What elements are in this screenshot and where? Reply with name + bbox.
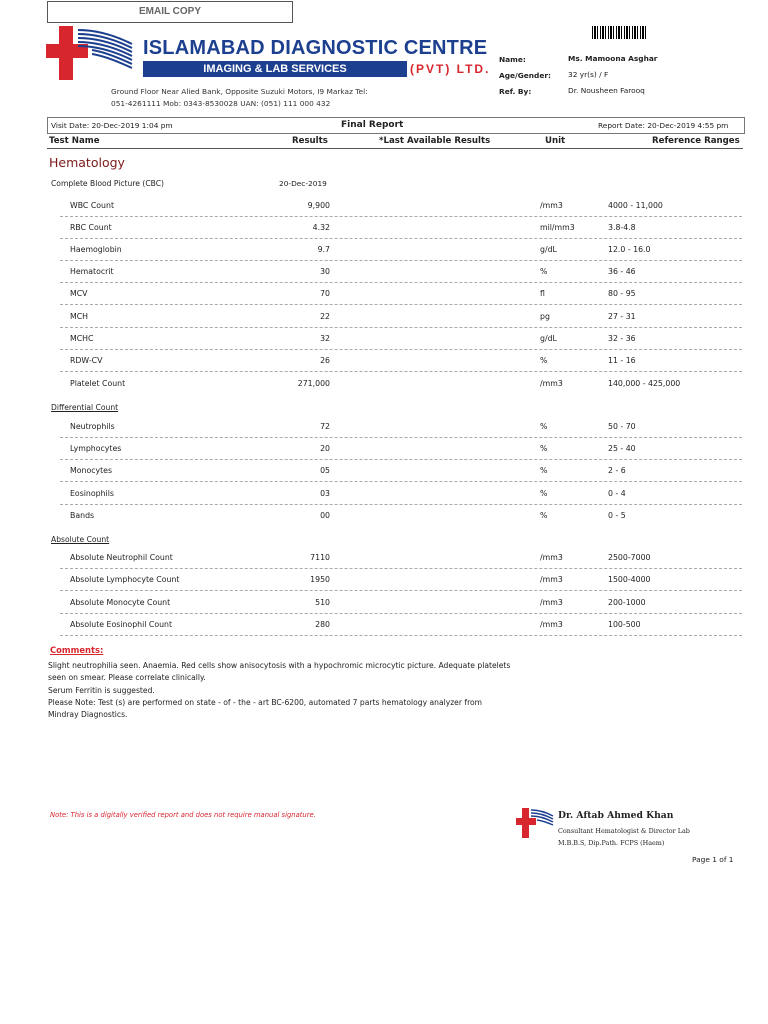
test-name: Bands [70, 511, 95, 520]
test-name: RBC Count [70, 223, 112, 232]
test-unit: pg [540, 312, 550, 321]
test-unit: /mm3 [540, 201, 563, 210]
test-result: 20 [320, 444, 330, 453]
absolute-group-label: Absolute Count [51, 535, 110, 544]
test-reference: 2500-7000 [608, 553, 651, 562]
test-result: 00 [320, 511, 330, 520]
test-unit: % [540, 444, 548, 453]
test-result: 4.32 [312, 223, 330, 232]
comment-line: seen on smear. Please correlate clinically. [48, 673, 206, 682]
col-test-name: Test Name [49, 136, 100, 146]
doctor-qualifications: M.B.B.S, Dip.Path. FCPS (Haem) [558, 839, 665, 847]
test-name: Lymphocytes [70, 444, 122, 453]
table-row [60, 463, 742, 482]
test-result: 30 [320, 267, 330, 276]
table-row [60, 419, 742, 438]
test-result: 05 [320, 466, 330, 475]
test-reference: 32 - 36 [608, 334, 636, 343]
test-unit: /mm3 [540, 620, 563, 629]
test-reference: 1500-4000 [608, 575, 651, 584]
test-result: 9,900 [307, 201, 330, 210]
section-title: Hematology [49, 155, 125, 170]
test-name: MCH [70, 312, 89, 321]
header-divider [47, 148, 743, 149]
table-row [60, 508, 742, 526]
col-unit: Unit [545, 136, 566, 146]
table-row [60, 486, 742, 505]
visit-date: Visit Date: 20-Dec-2019 1:04 pm [51, 121, 173, 130]
address-line-1: Ground Floor Near Alied Bank, Opposite Suzuki Motors, I9 Markaz Tel: [111, 87, 368, 96]
test-unit: % [540, 267, 548, 276]
table-row [60, 286, 742, 305]
test-reference: 12.0 - 16.0 [608, 245, 651, 254]
test-unit: % [540, 356, 548, 365]
test-reference: 36 - 46 [608, 267, 636, 276]
test-unit: /mm3 [540, 379, 563, 388]
test-result: 72 [320, 422, 330, 431]
test-name: MCHC [70, 334, 94, 343]
test-reference: 4000 - 11,000 [608, 201, 663, 210]
test-result: 7110 [310, 553, 330, 562]
referred-by-label: Ref. By: [499, 87, 532, 96]
test-name: Eosinophils [70, 489, 114, 498]
test-result: 26 [320, 356, 330, 365]
barcode-image [592, 26, 648, 39]
services-banner: IMAGING & LAB SERVICES [143, 61, 407, 77]
comment-line: Please Note: Test (s) are performed on state - of - the - art BC-6200, automated 7 parts hematology analyzer from [48, 698, 483, 707]
company-name: ISLAMABAD DIAGNOSTIC CENTRE [143, 37, 488, 59]
table-row [60, 617, 742, 636]
test-unit: g/dL [540, 245, 557, 254]
test-reference: 140,000 - 425,000 [608, 379, 681, 388]
test-unit: /mm3 [540, 575, 563, 584]
test-name: Monocytes [70, 466, 113, 475]
doctor-name: Dr. Aftab Ahmed Khan [558, 810, 674, 821]
patient-name-label: Name: [499, 55, 526, 64]
email-copy-label: EMAIL COPY [47, 1, 293, 23]
test-result: 271,000 [297, 379, 330, 388]
cbc-date: 20-Dec-2019 [279, 179, 327, 188]
test-unit: % [540, 511, 548, 520]
test-reference: 3.8-4.8 [608, 223, 636, 232]
test-result: 70 [320, 289, 330, 298]
table-row [60, 550, 742, 569]
page-number: Page 1 of 1 [692, 855, 734, 864]
test-result: 32 [320, 334, 330, 343]
comments-title: Comments: [50, 645, 104, 655]
table-row [60, 353, 742, 372]
comment-line: Mindray Diagnostics. [48, 710, 128, 719]
age-gender-label: Age/Gender: [499, 71, 551, 80]
test-name: Absolute Lymphocyte Count [70, 575, 180, 584]
test-name: Absolute Neutrophil Count [70, 553, 173, 562]
col-reference-ranges: Reference Ranges [652, 136, 740, 146]
test-result: 510 [315, 598, 330, 607]
col-results: Results [292, 136, 328, 146]
company-logo-icon [44, 24, 136, 82]
test-result: 9.7 [317, 245, 330, 254]
test-unit: % [540, 422, 548, 431]
test-result: 03 [320, 489, 330, 498]
comment-line: Serum Ferritin is suggested. [48, 686, 155, 695]
table-row [60, 198, 742, 217]
test-name: RDW-CV [70, 356, 103, 365]
test-name: MCV [70, 289, 88, 298]
test-result: 22 [320, 312, 330, 321]
test-reference: 2 - 6 [608, 466, 626, 475]
test-name: Absolute Eosinophil Count [70, 620, 173, 629]
table-row [60, 441, 742, 460]
test-unit: fl [540, 289, 545, 298]
company-suffix: (PVT) LTD. [410, 62, 491, 76]
test-name: Absolute Monocyte Count [70, 598, 171, 607]
test-reference: 100-500 [608, 620, 641, 629]
company-address [111, 86, 401, 110]
test-reference: 0 - 5 [608, 511, 626, 520]
comment-line: Slight neutrophilia seen. Anaemia. Red cells show anisocytosis with a hypochromic microcytic picture. Adequate platelets [48, 661, 511, 670]
test-reference: 27 - 31 [608, 312, 636, 321]
test-name: Neutrophils [70, 422, 115, 431]
doctor-title: Consultant Hematologist & Director Lab [558, 827, 690, 835]
address-line-2: 051-4261111 Mob: 0343-8530028 UAN: (051) 111 000 432 [111, 99, 331, 108]
cbc-group-label: Complete Blood Picture (CBC) [51, 179, 164, 188]
lab-logo-icon [516, 806, 554, 840]
test-reference: 80 - 95 [608, 289, 636, 298]
test-reference: 11 - 16 [608, 356, 636, 365]
patient-name: Ms. Mamoona Asghar [568, 54, 658, 63]
table-row [60, 595, 742, 614]
test-unit: g/dL [540, 334, 557, 343]
verification-note: Note: This is a digitally verified report and does not require manual signature. [50, 811, 316, 819]
report-title: Final Report [341, 120, 404, 130]
col-last-results: *Last Available Results [379, 136, 491, 146]
test-reference: 0 - 4 [608, 489, 626, 498]
table-row [60, 309, 742, 328]
age-gender-value: 32 yr(s) / F [568, 70, 609, 79]
test-result: 1950 [310, 575, 330, 584]
test-unit: mil/mm3 [540, 223, 575, 232]
test-name: WBC Count [70, 201, 114, 210]
test-name: Haemoglobin [70, 245, 122, 254]
test-name: Hematocrit [70, 267, 114, 276]
test-reference: 25 - 40 [608, 444, 636, 453]
table-row [60, 220, 742, 239]
test-unit: /mm3 [540, 598, 563, 607]
test-unit: % [540, 466, 548, 475]
table-row [60, 242, 742, 261]
table-row [60, 376, 742, 394]
report-date: Report Date: 20-Dec-2019 4:55 pm [598, 121, 729, 130]
test-unit: /mm3 [540, 553, 563, 562]
differential-group-label: Differential Count [51, 403, 119, 412]
test-name: Platelet Count [70, 379, 126, 388]
referred-by-value: Dr. Nousheen Farooq [568, 86, 645, 95]
table-row [60, 572, 742, 591]
test-result: 280 [315, 620, 330, 629]
table-row [60, 331, 742, 350]
table-row [60, 264, 742, 283]
test-unit: % [540, 489, 548, 498]
test-reference: 50 - 70 [608, 422, 636, 431]
test-reference: 200-1000 [608, 598, 646, 607]
